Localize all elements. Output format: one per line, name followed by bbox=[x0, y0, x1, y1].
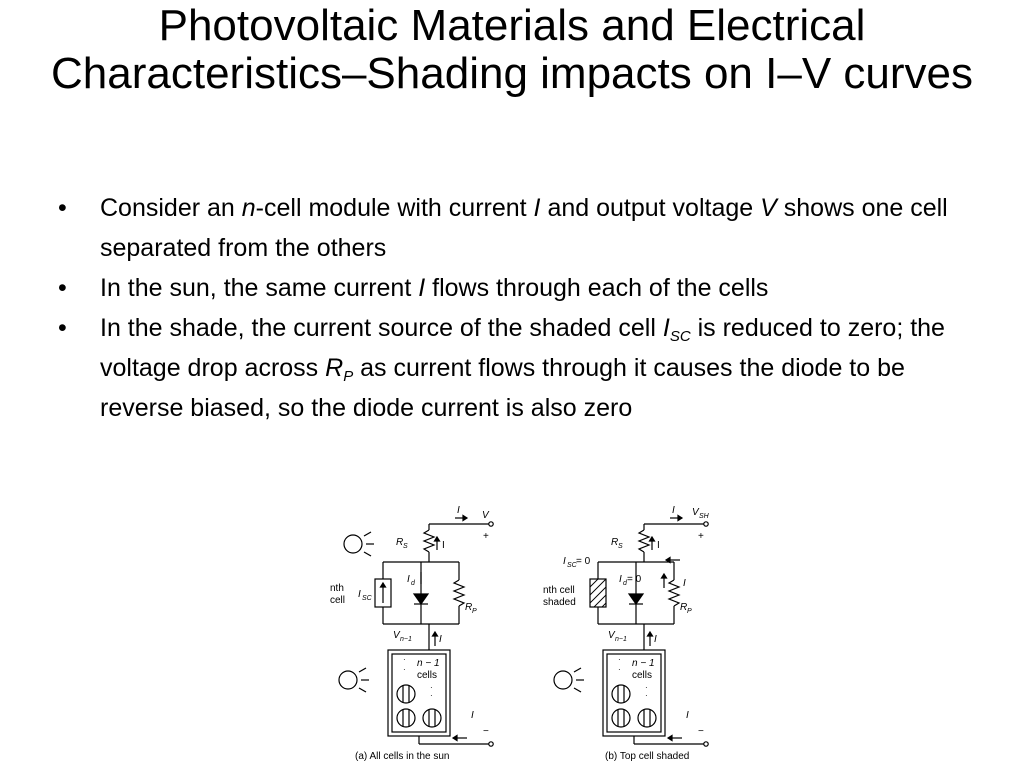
circuit-b bbox=[543, 505, 710, 762]
shading-circuit-figure bbox=[325, 500, 725, 768]
dots: · bbox=[403, 665, 406, 674]
bullet-text: as current flows through it causes the diode to be reverse biased, so the diode current is also zero bbox=[100, 354, 905, 422]
bullet-italic-v: V bbox=[760, 194, 777, 222]
caption-b: (b) Top cell shaded bbox=[605, 751, 690, 762]
label-i-right: I bbox=[683, 578, 686, 589]
cell-icon bbox=[397, 709, 415, 727]
label-rp: R bbox=[680, 602, 688, 613]
bullet-italic-r: R bbox=[325, 354, 344, 382]
bullet-text: In the sun, the same current bbox=[100, 274, 419, 302]
label-i-mid: I bbox=[654, 634, 657, 645]
bullet-text: In the shade, the current source of the shaded cell bbox=[100, 314, 663, 342]
label-vn1-sub: n−1 bbox=[615, 636, 627, 643]
cell-icon bbox=[612, 685, 630, 703]
label-i-bottom: I bbox=[686, 710, 689, 721]
bullet-italic-i: I bbox=[533, 194, 541, 222]
bullet-text: and output voltage bbox=[540, 194, 761, 222]
label-i-top: I bbox=[457, 505, 460, 516]
bullet-item-2 bbox=[58, 268, 978, 308]
dots: · bbox=[430, 683, 433, 692]
bullet-italic-n: n bbox=[241, 194, 256, 222]
label-vsh-sub: SH bbox=[699, 513, 709, 520]
label-rs-sub: S bbox=[618, 543, 623, 550]
label-v: V bbox=[482, 510, 489, 521]
dots: · bbox=[618, 665, 621, 674]
label-rp: R bbox=[465, 602, 473, 613]
cell-icon bbox=[612, 709, 630, 727]
circuit-a bbox=[330, 505, 493, 762]
sun-icon bbox=[554, 668, 584, 692]
label-nth: nth bbox=[330, 583, 344, 594]
label-minus: − bbox=[483, 726, 489, 737]
slide-title: Photovoltaic Materials and Electrical Characteristics–Shading impacts on I–V curves bbox=[51, 1, 973, 98]
label-id: I bbox=[619, 574, 622, 585]
label-rs: R bbox=[611, 537, 619, 548]
label-id: I bbox=[407, 574, 410, 585]
label-n-1: n − 1 bbox=[632, 658, 655, 669]
dots: · bbox=[403, 655, 406, 664]
label-cells: cells bbox=[632, 670, 653, 681]
label-isc: I bbox=[358, 589, 361, 600]
label-minus: − bbox=[698, 726, 704, 737]
label-plus: + bbox=[483, 531, 489, 542]
label-nth-cell: nth cell bbox=[543, 585, 575, 596]
label-cells: cells bbox=[417, 670, 438, 681]
dots: · bbox=[645, 683, 648, 692]
bullet-list bbox=[58, 188, 978, 428]
sun-icon bbox=[344, 532, 374, 556]
label-i: I bbox=[657, 540, 660, 551]
caption-a: (a) All cells in the sun bbox=[355, 751, 450, 762]
bullet-text: is reduced to zero; the voltage drop across bbox=[100, 314, 945, 382]
label-i-top: I bbox=[672, 505, 675, 516]
label-id-sub: d bbox=[623, 580, 627, 587]
label-i: I bbox=[442, 540, 445, 551]
label-id-sub: d bbox=[411, 580, 415, 587]
label-cell: cell bbox=[330, 595, 346, 606]
label-vn1-sub: n−1 bbox=[400, 636, 412, 643]
bullet-text: Consider an bbox=[100, 194, 242, 222]
label-isc0-sub: SC bbox=[567, 562, 577, 569]
bullet-text: -cell module with current bbox=[255, 194, 534, 222]
label-isc-sub: SC bbox=[362, 595, 372, 602]
bullet-item-3 bbox=[58, 308, 978, 428]
dots: · bbox=[645, 691, 648, 700]
sun-icon bbox=[339, 668, 369, 692]
subscript-p: P bbox=[343, 368, 354, 385]
bullet-text: shows one cell separated from the others bbox=[100, 194, 948, 262]
label-id-val: = 0 bbox=[627, 574, 642, 585]
label-i-mid: I bbox=[439, 634, 442, 645]
label-rs-sub: S bbox=[403, 543, 408, 550]
cell-icon bbox=[397, 685, 415, 703]
cell-icon bbox=[638, 709, 656, 727]
label-shaded: shaded bbox=[543, 597, 576, 608]
label-plus: + bbox=[698, 531, 704, 542]
label-rp-sub: P bbox=[687, 608, 692, 615]
bullet-text: flows through each of the cells bbox=[425, 274, 769, 302]
label-vn1: V bbox=[608, 630, 615, 641]
label-isc0-val: = 0 bbox=[576, 556, 591, 567]
dots: · bbox=[430, 691, 433, 700]
bullet-italic-i: I bbox=[662, 314, 670, 342]
bullet-item-1 bbox=[58, 188, 978, 268]
cell-icon bbox=[423, 709, 441, 727]
label-n-1: n − 1 bbox=[417, 658, 440, 669]
dots: · bbox=[618, 655, 621, 664]
label-rs: R bbox=[396, 537, 404, 548]
subscript-sc: SC bbox=[669, 328, 691, 345]
bullet-italic-i: I bbox=[418, 274, 426, 302]
label-vn1: V bbox=[393, 630, 400, 641]
label-isc0: I bbox=[563, 556, 566, 567]
label-i-bottom: I bbox=[471, 710, 474, 721]
label-rp-sub: P bbox=[472, 608, 477, 615]
label-vsh: V bbox=[692, 507, 699, 518]
